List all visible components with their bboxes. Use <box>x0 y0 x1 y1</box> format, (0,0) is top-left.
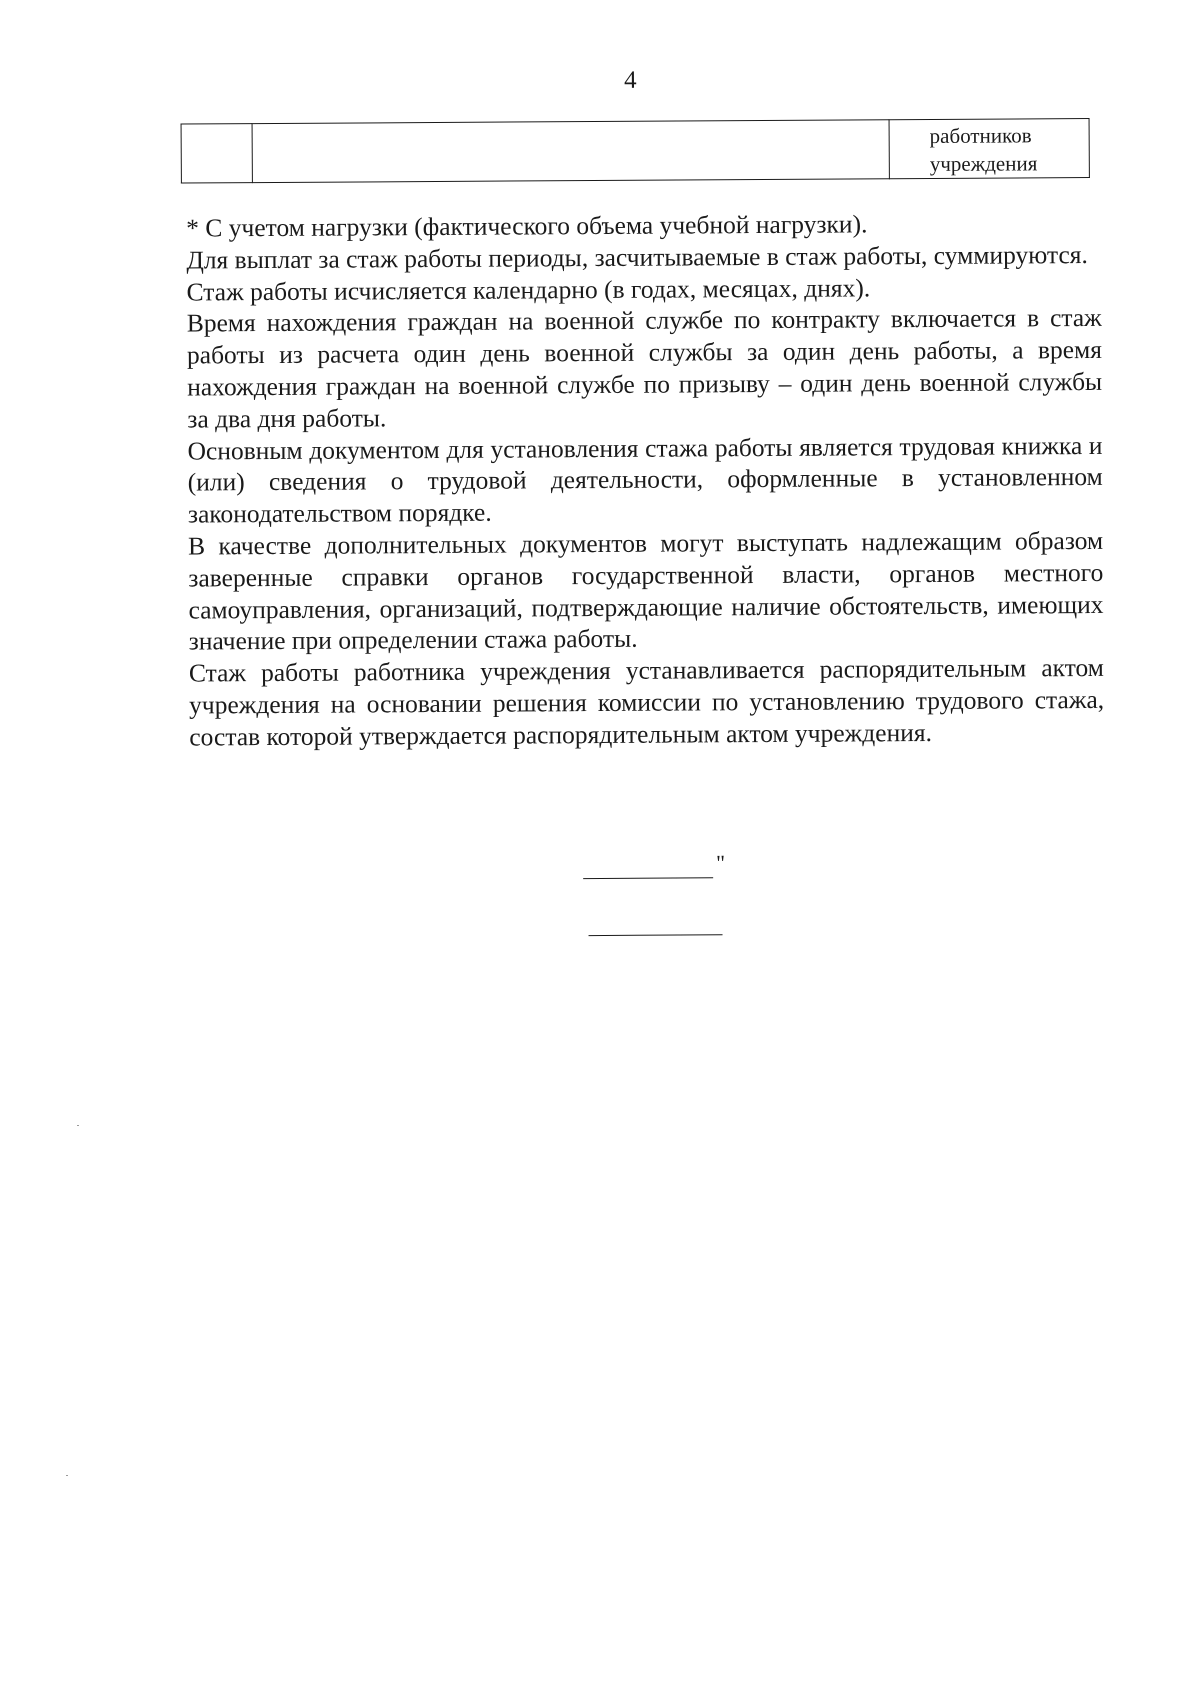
page-number: 4 <box>623 66 637 94</box>
table-cell-recipients <box>889 118 1089 178</box>
table-row <box>181 118 1089 183</box>
closing-separator-line <box>583 877 713 879</box>
paragraph: Стаж работы исчисляется календарно (в годах, месяцах, днях). <box>186 272 871 307</box>
table-cell-line: работников <box>929 123 1032 148</box>
end-separator-line <box>589 934 723 936</box>
paragraph: Стаж работы работника учреждения устанавливается распорядительным актом учреждения на основании решения комиссии по установлению трудового стажа, состав которой утверждается распорядительным актом учреждения. <box>188 653 1105 752</box>
paragraph: Время нахождения граждан на военной службе по контракту включается в стаж работы из расчета один день военной службы за один день работы, а время нахождения граждан на военной службе по призыву – один день военной службы за два дня работы. <box>186 303 1103 434</box>
table-cell-line: учреждения <box>929 151 1038 176</box>
table-continuation <box>181 118 1090 184</box>
scan-speck <box>77 1125 79 1126</box>
paragraph: Для выплат за стаж работы периоды, засчитываемые в стаж работы, суммируются. <box>186 239 1088 275</box>
body-text <box>186 207 1104 753</box>
table-cell-number <box>181 124 252 183</box>
footnote-paragraph: * С учетом нагрузки (фактического объема учебной нагрузки). <box>186 209 868 243</box>
table-cell-description <box>252 120 889 183</box>
closing-quote-mark: " <box>716 850 726 876</box>
paragraph: В качестве дополнительных документов могут выступать надлежащим образом заверенные справки органов государственной власти, органов местного самоуправления, организаций, подтверждающие наличие обстоятельств, имеющих значение при определении стажа работы. <box>188 525 1104 656</box>
scan-speck <box>66 1475 68 1476</box>
paragraph: Основным документом для установления стажа работы является трудовая книжка и (или) сведения о трудовой деятельности, оформленные в установленном законодательством порядке. <box>187 430 1103 529</box>
